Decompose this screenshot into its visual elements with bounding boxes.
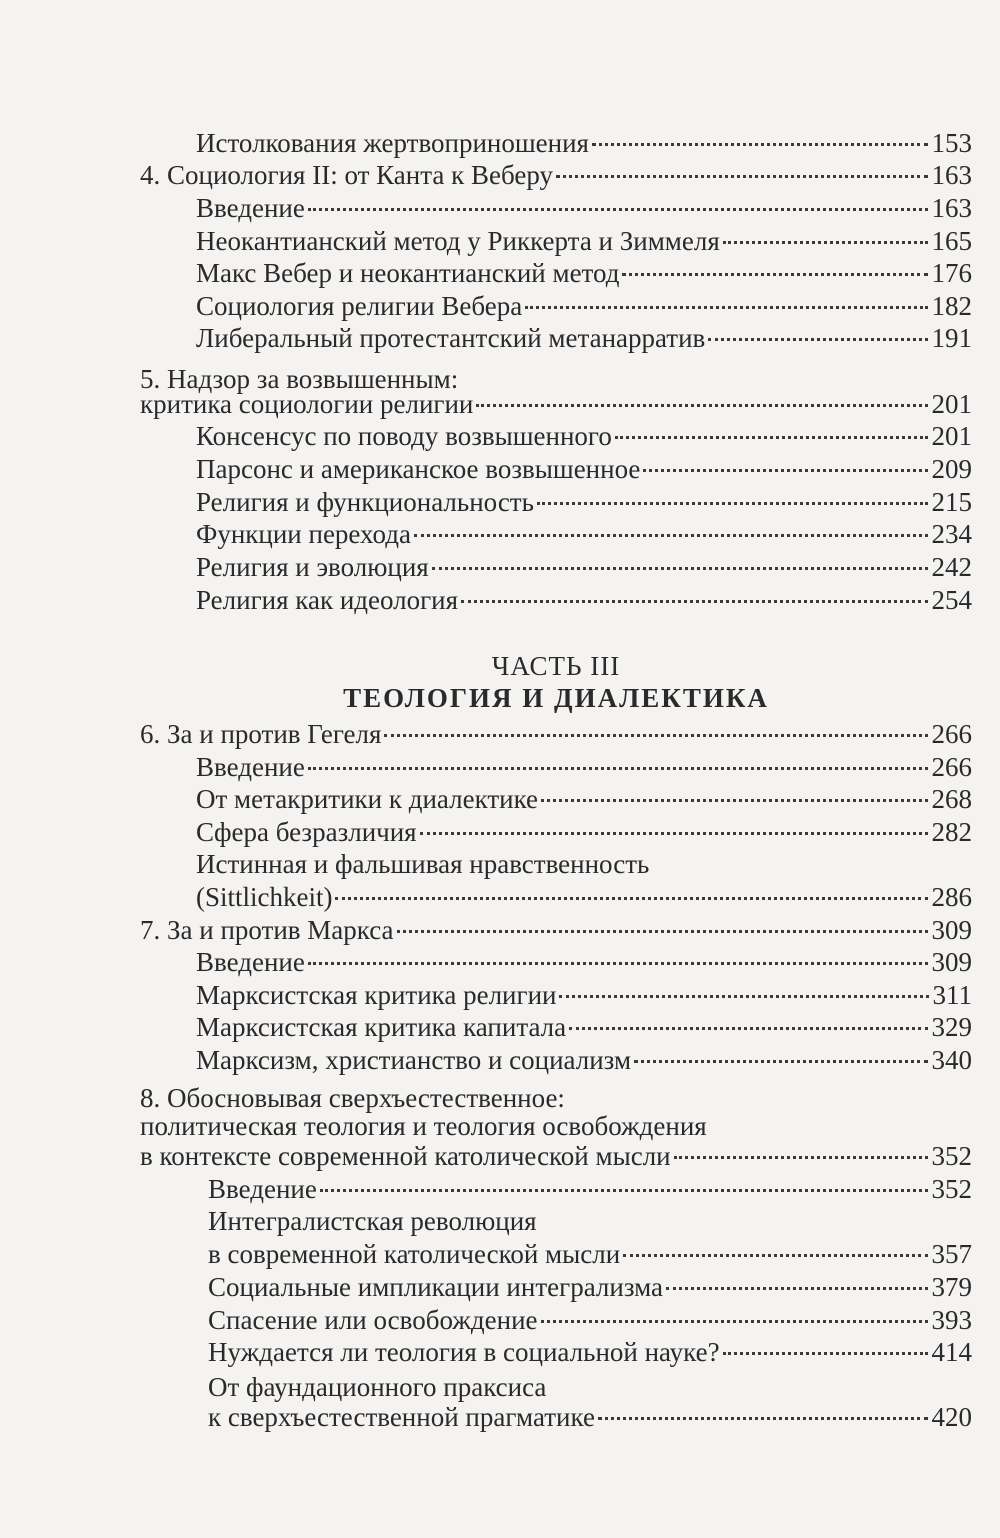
dot-leader — [476, 404, 927, 407]
dot-leader — [598, 1417, 928, 1420]
toc-entry — [196, 584, 972, 616]
toc-entry — [196, 783, 972, 815]
toc-entry — [208, 1336, 972, 1368]
toc-entry — [196, 127, 972, 159]
toc-entry-title: Спасение или освобождение — [208, 1305, 538, 1335]
toc-entry-page: 309 — [931, 915, 972, 945]
toc-entry-title: 4. Социология II: от Канта к Веберу — [140, 160, 553, 190]
toc-entry — [196, 1044, 972, 1076]
toc-entry-title: Марксистская критика религии — [196, 980, 557, 1010]
toc-entry-title: в контексте современной католической мысли — [140, 1141, 671, 1171]
dot-leader — [414, 534, 928, 537]
toc-entry-page: 254 — [931, 585, 972, 615]
toc-chapter-cont — [140, 388, 972, 420]
toc-entry-title: Сфера безразличия — [196, 817, 417, 847]
toc-entry — [196, 257, 972, 289]
dot-leader — [723, 241, 928, 244]
dot-leader — [559, 995, 928, 998]
toc-entry — [196, 848, 972, 880]
toc-entry-title: к сверхъестественной прагматике — [208, 1402, 595, 1432]
toc-entry-title: Истолкования жертвоприношения — [196, 128, 589, 158]
toc-entry-page: 266 — [931, 719, 972, 749]
toc-chapter — [140, 159, 972, 191]
toc-entry-title: От метакритики к диалектике — [196, 784, 539, 814]
toc-entry-title: От фаундационного праксиса — [208, 1372, 547, 1402]
dot-leader — [525, 306, 927, 309]
toc-entry — [196, 322, 972, 354]
toc-entry — [196, 518, 972, 550]
dot-leader — [556, 175, 928, 178]
part-title: ТЕОЛОГИЯ И ДИАЛЕКТИКА — [343, 683, 769, 713]
toc-entry-title: Введение — [196, 752, 305, 782]
toc-entry-page: 242 — [931, 552, 972, 582]
toc-entry — [208, 1271, 972, 1303]
toc-entry-page: 163 — [931, 160, 972, 190]
dot-leader — [420, 832, 928, 835]
toc-entry — [208, 1304, 972, 1336]
toc-entry-page: 286 — [931, 882, 972, 912]
toc-entry-title: Введение — [196, 193, 305, 223]
dot-leader — [320, 1189, 928, 1192]
toc-entry-page: 309 — [931, 947, 972, 977]
toc-entry-page: 379 — [931, 1272, 972, 1302]
dot-leader — [708, 338, 927, 341]
toc-entry-cont — [208, 1401, 972, 1433]
toc-entry-page: 234 — [931, 519, 972, 549]
toc-entry-page: 420 — [931, 1402, 972, 1432]
toc-entry-title: Социология религии Вебера — [196, 291, 523, 321]
toc-entry-title: Марксизм, христианство и социализм — [196, 1045, 632, 1075]
toc-entry — [196, 1011, 972, 1043]
dot-leader — [569, 1027, 927, 1030]
toc-entry-title: критика социологии религии — [140, 389, 474, 419]
toc-entry-page: 352 — [931, 1141, 972, 1171]
dot-leader — [308, 962, 928, 965]
toc-entry-page: 182 — [931, 291, 972, 321]
toc-entry-title: Консенсус по поводу возвышенного — [196, 421, 612, 451]
dot-leader — [666, 1287, 927, 1290]
toc-entry-cont — [196, 881, 972, 913]
toc-entry-title: Нуждается ли теология в социальной науке? — [208, 1337, 720, 1367]
toc-entry — [196, 453, 972, 485]
toc-entry-title: Введение — [196, 947, 305, 977]
toc-entry-page: 209 — [931, 454, 972, 484]
toc-entry-page: 176 — [931, 258, 972, 288]
toc-entry-title: Религия и функциональность — [196, 487, 534, 517]
toc-entry-title: (Sittlichkeit) — [196, 882, 333, 912]
dot-leader — [634, 1060, 927, 1063]
dot-leader — [397, 930, 928, 933]
toc-entry-title: Введение — [208, 1174, 317, 1204]
dot-leader — [461, 600, 927, 603]
dot-leader — [335, 897, 927, 900]
toc-entry-page: 153 — [931, 128, 972, 158]
toc-entry-title: Религия и эволюция — [196, 552, 429, 582]
toc-entry-title: Макс Вебер и неокантианский метод — [196, 258, 620, 288]
toc-entry-page: 282 — [931, 817, 972, 847]
toc-entry — [196, 551, 972, 583]
toc-entry-title: Социальные импликации интегрализма — [208, 1272, 664, 1302]
toc-entry-title: 5. Надзор за возвышенным: — [140, 364, 459, 394]
toc-entry-page: 266 — [931, 752, 972, 782]
dot-leader — [308, 208, 928, 211]
toc-entry-title: в современной католической мысли — [208, 1239, 621, 1269]
toc-entry-page: 191 — [931, 323, 972, 353]
toc-entry — [196, 751, 972, 783]
toc-entry-title: 7. За и против Маркса — [140, 915, 394, 945]
dot-leader — [541, 1320, 928, 1323]
toc-entry-page: 268 — [931, 784, 972, 814]
dot-leader — [643, 469, 927, 472]
dot-leader — [537, 502, 928, 505]
toc-entry-page: 340 — [931, 1045, 972, 1075]
toc-entry-title: Функции перехода — [196, 519, 411, 549]
toc-entry-page: 215 — [931, 487, 972, 517]
toc-entry — [208, 1205, 972, 1237]
toc-entry-page: 165 — [931, 226, 972, 256]
toc-entry-title: политическая теология и теология освобождения — [140, 1111, 707, 1141]
toc-entry-title: Неокантианский метод у Риккерта и Зиммеля — [196, 226, 720, 256]
toc-entry-title: Интегралистская революция — [208, 1206, 537, 1236]
toc-entry — [208, 1173, 972, 1205]
dot-leader — [541, 799, 927, 802]
toc-entry — [196, 290, 972, 322]
dot-leader — [723, 1352, 928, 1355]
dot-leader — [615, 436, 928, 439]
dot-leader — [623, 1254, 927, 1257]
toc-entry — [208, 1371, 972, 1403]
toc-entry-page: 163 — [931, 193, 972, 223]
toc-entry-page: 393 — [931, 1305, 972, 1335]
dot-leader — [308, 767, 928, 770]
toc-entry — [196, 816, 972, 848]
toc-entry-page: 201 — [931, 389, 972, 419]
toc-entry-title: Парсонс и американское возвышенное — [196, 454, 641, 484]
toc-chapter — [140, 718, 972, 750]
toc-entry — [196, 946, 972, 978]
dot-leader — [674, 1156, 928, 1159]
toc-entry-cont — [208, 1238, 972, 1270]
toc-entry-title: 8. Обосновывая сверхъестественное: — [140, 1083, 565, 1113]
toc-entry-title: 6. За и против Гегеля — [140, 719, 382, 749]
toc-entry-page: 352 — [931, 1174, 972, 1204]
toc-entry-title: Марксистская критика капитала — [196, 1012, 567, 1042]
toc-chapter — [140, 914, 972, 946]
toc-entry-page: 329 — [931, 1012, 972, 1042]
toc-entry-page: 357 — [931, 1239, 972, 1269]
toc-entry — [196, 420, 972, 452]
dot-leader — [384, 734, 927, 737]
toc-entry — [196, 225, 972, 257]
toc-entry — [196, 486, 972, 518]
toc-entry — [196, 192, 972, 224]
toc-entry-page: 414 — [931, 1337, 972, 1367]
dot-leader — [592, 143, 928, 146]
toc-chapter-cont — [140, 1110, 972, 1142]
toc-entry-title: Либеральный протестантский метанарратив — [196, 323, 706, 353]
toc-entry-page: 311 — [932, 980, 972, 1010]
toc-entry-title: Истинная и фальшивая нравственность — [196, 849, 650, 879]
toc-entry-title: Религия как идеология — [196, 585, 459, 615]
toc-entry — [196, 979, 972, 1011]
dot-leader — [622, 273, 927, 276]
toc-entry-page: 201 — [931, 421, 972, 451]
toc-chapter-cont — [140, 1140, 972, 1172]
dot-leader — [432, 567, 928, 570]
part-heading: ЧАСТЬ III — [491, 651, 621, 681]
